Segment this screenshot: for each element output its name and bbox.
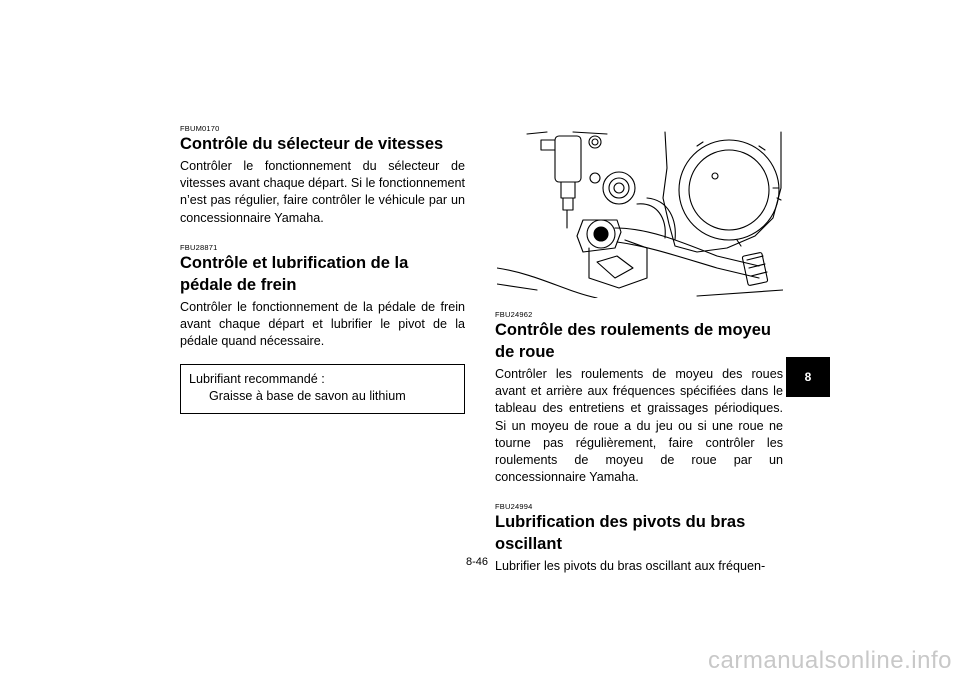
section-swingarm-pivots — [495, 502, 783, 575]
section-shift-lever — [180, 124, 465, 227]
right-column — [495, 310, 783, 589]
lubricant-value: Graisse à base de savon au lithium — [209, 389, 406, 404]
watermark: carmanualsonline.info — [708, 647, 952, 674]
section-title: Contrôle des roulements de moyeu de roue — [495, 321, 771, 361]
section-title: Lubrification des pivots du bras oscillant — [495, 513, 746, 554]
section-title: Contrôle du sélecteur de vitesses — [180, 135, 444, 153]
section-code: FBU24994 — [495, 502, 533, 512]
page-number: 8-46 — [466, 556, 489, 568]
section-wheel-bearings — [495, 310, 783, 486]
section-body: Contrôler les roulements de moyeu des roues avant et arrière aux fréquences spécifiées dans le tableau des entretiens et graissages périodiques. Si un moyeu de roue a du jeu ou si une roue ne tourne pas régulièrement, faire contrôler les roulements de moyeu de roue par un concessionnaire Yamaha. — [495, 367, 783, 485]
lubricant-box — [180, 364, 465, 414]
lubricant-label: Lubrifiant recommandé : — [189, 372, 325, 387]
chapter-tab: 8 — [786, 357, 830, 397]
section-body: Lubrifier les pivots du bras oscillant aux fréquen- — [495, 559, 766, 574]
section-code: FBU28871 — [180, 242, 218, 252]
section-code: FBU24962 — [495, 310, 533, 319]
section-code: FBUM0170 — [180, 124, 220, 133]
section-body: Contrôler le fonctionnement de la pédale de frein avant chaque départ et lubrifier le pivot de la pédale quand nécessaire. — [180, 299, 465, 349]
brake-pedal-illustration — [497, 128, 783, 298]
section-title: Contrôle et lubrification de la pédale de frein — [180, 253, 409, 294]
section-brake-pedal — [180, 243, 465, 351]
left-column — [180, 124, 465, 414]
section-body: Contrôler le fonctionnement du sélecteur de vitesses avant chaque départ. Si le fonctionnement n’est pas régulier, faire contrôler le véhicule par un concessionnaire Yamaha. — [180, 159, 465, 225]
